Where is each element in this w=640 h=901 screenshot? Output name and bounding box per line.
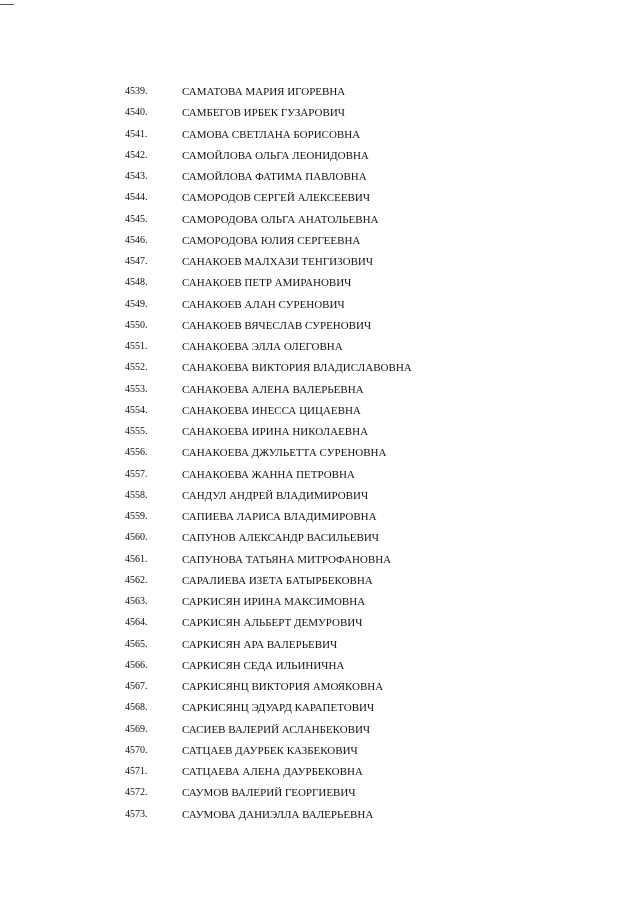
entry-name: САПУНОВ АЛЕКСАНДР ВАСИЛЬЕВИЧ [182, 532, 379, 545]
list-item [0, 723, 640, 744]
list-item [0, 808, 640, 829]
list-item [0, 659, 640, 680]
list-item [0, 191, 640, 212]
entry-name: САНАКОЕВ АЛАН СУРЕНОВИЧ [182, 298, 345, 311]
list-item [0, 85, 640, 106]
entry-name: САМБЕГОВ ИРБЕК ГУЗАРОВИЧ [182, 107, 345, 120]
entry-name: САПУНОВА ТАТЬЯНА МИТРОФАНОВНА [182, 553, 392, 566]
entry-name: САРКИСЯНЦ ЭДУАРД КАРАПЕТОВИЧ [182, 702, 375, 715]
page-corner-mark [0, 0, 14, 5]
entry-number: 4566. [125, 659, 148, 671]
entry-name: САРКИСЯН АРА ВАЛЕРЬЕВИЧ [182, 638, 338, 651]
entry-number: 4565. [125, 638, 148, 650]
entry-number: 4542. [125, 149, 148, 161]
list-item [0, 128, 640, 149]
entry-number: 4555. [125, 426, 148, 437]
entry-number: 4556. [125, 447, 148, 459]
entry-name: САМОЙЛОВА ОЛЬГА ЛЕОНИДОВНА [182, 149, 369, 162]
entry-number: 4568. [125, 702, 148, 714]
entry-name: САМОРОДОВА ОЛЬГА АНАТОЛЬЕВНА [182, 213, 379, 226]
entry-name: САНАКОЕВА ИРИНА НИКОЛАЕВНА [182, 426, 369, 438]
list-item [0, 616, 640, 637]
entry-name: САТЦАЕВ ДАУРБЕК КАЗБЕКОВИЧ [182, 744, 358, 757]
list-item [0, 510, 640, 531]
list-item [0, 106, 640, 127]
entry-name: САРКИСЯН ИРИНА МАКСИМОВНА [182, 596, 366, 608]
entry-number: 4551. [125, 341, 148, 352]
entry-number: 4547. [125, 256, 148, 267]
entry-number: 4560. [125, 532, 148, 544]
list-item [0, 404, 640, 425]
entry-name: САРКИСЯН АЛЬБЕРТ ДЕМУРОВИЧ [182, 617, 363, 630]
entry-name: САРАЛИЕВА ИЗЕТА БАТЫРБЕКОВНА [182, 574, 373, 587]
list-item [0, 425, 640, 446]
entry-number: 4558. [125, 489, 148, 501]
list-item [0, 489, 640, 510]
entry-number: 4570. [125, 744, 148, 756]
entry-name: САНАКОЕВ МАЛХАЗИ ТЕНГИЗОВИЧ [182, 256, 374, 268]
list-item [0, 383, 640, 404]
entry-number: 4546. [125, 234, 148, 246]
entry-name: САСИЕВ ВАЛЕРИЙ АСЛАНБЕКОВИЧ [182, 723, 371, 736]
list-item [0, 340, 640, 361]
list-item [0, 319, 640, 340]
entry-number: 4572. [125, 787, 148, 799]
list-item [0, 553, 640, 574]
entry-name: САМОРОДОВ СЕРГЕЙ АЛЕКСЕЕВИЧ [182, 192, 370, 205]
entry-number: 4550. [125, 319, 148, 331]
entry-number: 4559. [125, 511, 148, 522]
entry-number: 4563. [125, 596, 148, 607]
entry-name: САНАКОЕВ ПЕТР АМИРАНОВИЧ [182, 277, 352, 290]
entry-name: САНАКОЕВА ВИКТОРИЯ ВЛАДИСЛАВОВНА [182, 362, 412, 375]
entry-number: 4549. [125, 298, 148, 310]
entry-number: 4557. [125, 468, 148, 480]
entry-name: САНАКОЕВ ВЯЧЕСЛАВ СУРЕНОВИЧ [182, 319, 372, 332]
entry-name: САМОРОДОВА ЮЛИЯ СЕРГЕЕВНА [182, 234, 361, 247]
entry-name: САМАТОВА МАРИЯ ИГОРЕВНА [182, 86, 346, 98]
entry-number: 4539. [125, 86, 148, 97]
list-item [0, 531, 640, 552]
list-item [0, 234, 640, 255]
list-item [0, 255, 640, 276]
entry-number: 4541. [125, 128, 148, 140]
list-item [0, 276, 640, 297]
entry-name: САРКИСЯНЦ ВИКТОРИЯ АМОЯКОВНА [182, 681, 384, 693]
list-item [0, 468, 640, 489]
list-item [0, 786, 640, 807]
entry-name: САНДУЛ АНДРЕЙ ВЛАДИМИРОВИЧ [182, 489, 369, 502]
list-item [0, 638, 640, 659]
entry-number: 4561. [125, 553, 148, 565]
list-item [0, 595, 640, 616]
entry-number: 4567. [125, 681, 148, 692]
entry-number: 4571. [125, 766, 148, 777]
entry-name: САНАКОЕВА АЛЕНА ВАЛЕРЬЕВНА [182, 383, 364, 396]
list-item [0, 213, 640, 234]
entry-name: САУМОВ ВАЛЕРИЙ ГЕОРГИЕВИЧ [182, 787, 356, 800]
list-item [0, 446, 640, 467]
list-item [0, 361, 640, 382]
entry-name: САПИЕВА ЛАРИСА ВЛАДИМИРОВНА [182, 511, 377, 523]
entry-number: 4545. [125, 213, 148, 225]
entry-name: САНАКОЕВА ДЖУЛЬЕТТА СУРЕНОВНА [182, 447, 387, 460]
entry-number: 4553. [125, 383, 148, 395]
list-item [0, 701, 640, 722]
list-item [0, 149, 640, 170]
entry-name: САНАКОЕВА ИНЕССА ЦИЦАЕВНА [182, 404, 361, 417]
list-item [0, 574, 640, 595]
entry-name: САУМОВА ДАНИЭЛЛА ВАЛЕРЬЕВНА [182, 808, 374, 821]
entry-number: 4540. [125, 107, 148, 119]
list-item [0, 765, 640, 786]
list-item [0, 680, 640, 701]
entry-name: САНАКОЕВА ЭЛЛА ОЛЕГОВНА [182, 341, 343, 353]
list-item [0, 298, 640, 319]
list-item [0, 170, 640, 191]
entry-number: 4554. [125, 404, 148, 416]
entry-number: 4564. [125, 617, 148, 629]
entry-name: САМОВА СВЕТЛАНА БОРИСОВНА [182, 128, 361, 141]
entry-number: 4552. [125, 362, 148, 374]
entry-number: 4548. [125, 277, 148, 289]
list-item [0, 744, 640, 765]
entry-name: САМОЙЛОВА ФАТИМА ПАВЛОВНА [182, 171, 367, 183]
entry-number: 4573. [125, 808, 148, 820]
entry-name: САТЦАЕВА АЛЕНА ДАУРБЕКОВНА [182, 766, 363, 778]
entry-number: 4543. [125, 171, 148, 182]
entry-number: 4562. [125, 574, 148, 586]
entry-number: 4569. [125, 723, 148, 735]
entry-name: САРКИСЯН СЕДА ИЛЬИНИЧНА [182, 659, 345, 672]
entry-number: 4544. [125, 192, 148, 204]
name-list [0, 85, 640, 829]
entry-name: САНАКОЕВА ЖАННА ПЕТРОВНА [182, 468, 355, 481]
